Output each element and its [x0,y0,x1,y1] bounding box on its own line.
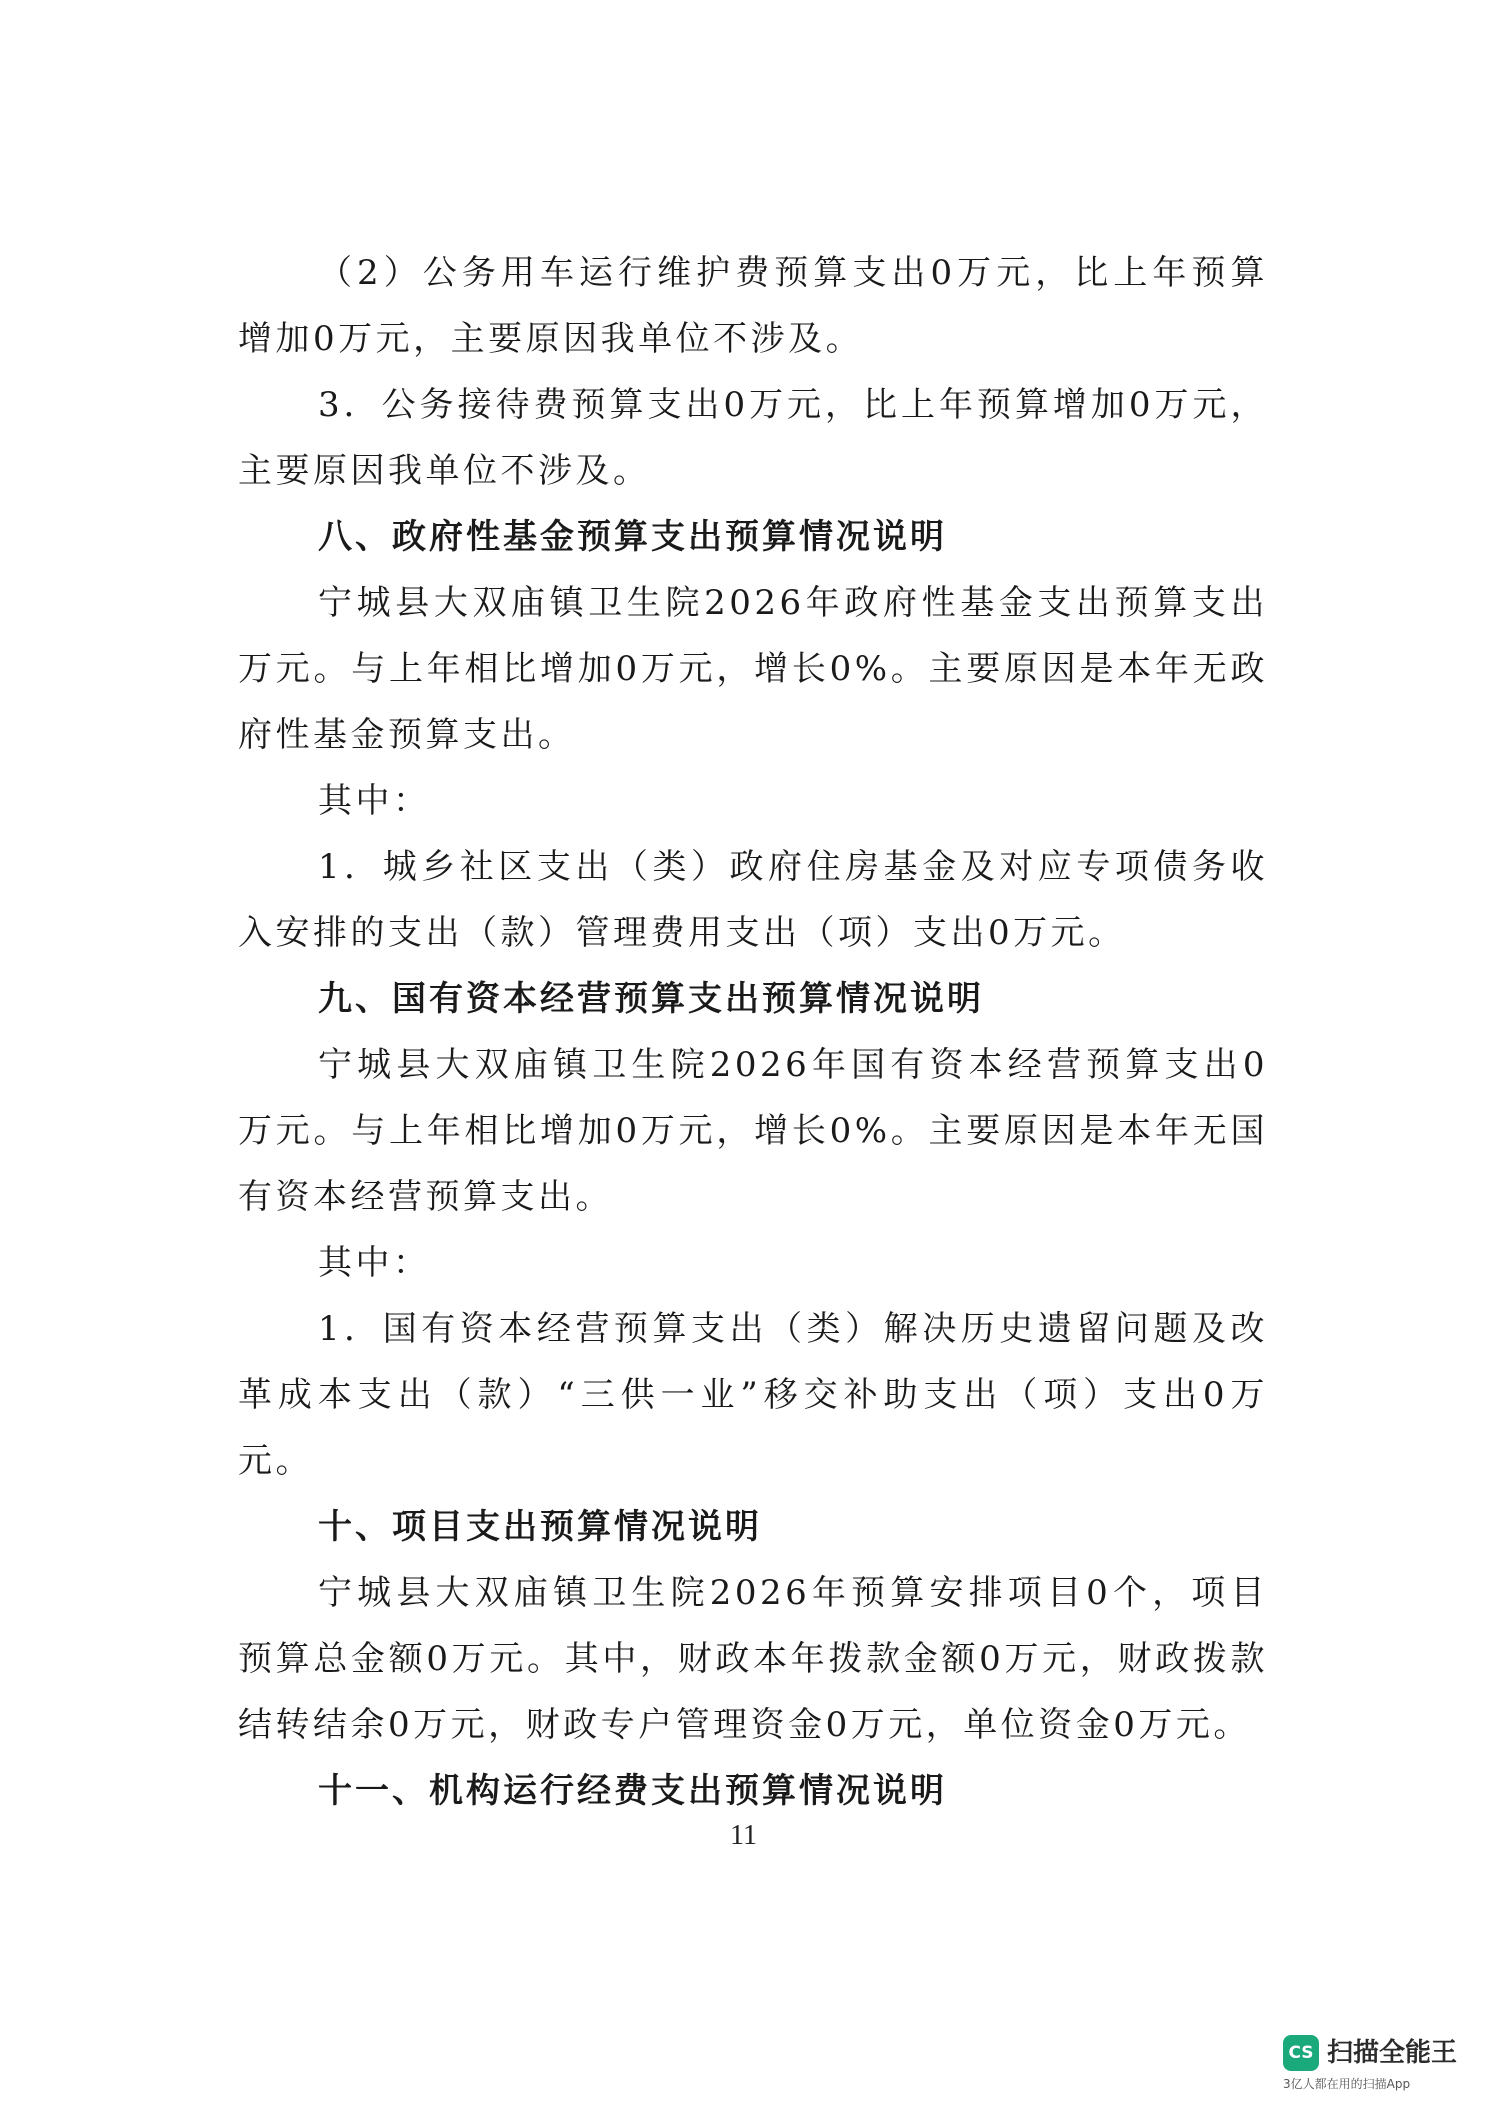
heading-state-capital: 九、国有资本经营预算支出预算情况说明 [318,979,984,1019]
camscanner-logo-icon: CS [1283,2035,1319,2071]
paragraph-state-capital: 宁城县大双庙镇卫生院2026年国有资本经营预算支出0万元。与上年相比增加0万元，增长0%。主要原因是本年无国有资本经营预算支出。 [238,1045,1268,1217]
paragraph-government-fund: 宁城县大双庙镇卫生院2026年政府性基金支出预算支出万元。与上年相比增加0万元，增长0%。主要原因是本年无政府性基金预算支出。 [238,583,1268,755]
paragraph-among-them-1: 其中： [318,781,431,821]
heading-institution-operation: 十一、机构运行经费支出预算情况说明 [318,1771,947,1811]
paragraph-historical-issues: 1．国有资本经营预算支出（类）解决历史遗留问题及改革成本支出（款）“三供一业”移交补助支出（项）支出0万元。 [238,1309,1268,1481]
scanner-watermark [1283,2031,1463,2093]
paragraph-project-expense: 宁城县大双庙镇卫生院2026年预算安排项目0个，项目预算总金额0万元。其中，财政本年拨款金额0万元，财政拨款结转结余0万元，财政专户管理资金0万元，单位资金0万元。 [238,1573,1268,1745]
paragraph-vehicle-maintenance: （2）公务用车运行维护费预算支出0万元，比上年预算增加0万元，主要原因我单位不涉及。 [238,253,1268,359]
watermark-tagline: 3亿人都在用的扫描App [1283,2077,1411,2091]
paragraph-reception-expense: 3．公务接待费预算支出0万元，比上年预算增加0万元，主要原因我单位不涉及。 [238,385,1268,491]
heading-government-fund: 八、政府性基金预算支出预算情况说明 [318,517,947,557]
heading-project-expense: 十、项目支出预算情况说明 [318,1507,762,1547]
paragraph-urban-rural-expense: 1．城乡社区支出（类）政府住房基金及对应专项债务收入安排的支出（款）管理费用支出（项）支出0万元。 [238,847,1268,953]
watermark-app-name: 扫描全能王 [1327,2038,1458,2068]
document-body [238,240,1268,1824]
paragraph-among-them-2: 其中： [318,1243,431,1283]
page-number: 11 [730,1820,757,1851]
